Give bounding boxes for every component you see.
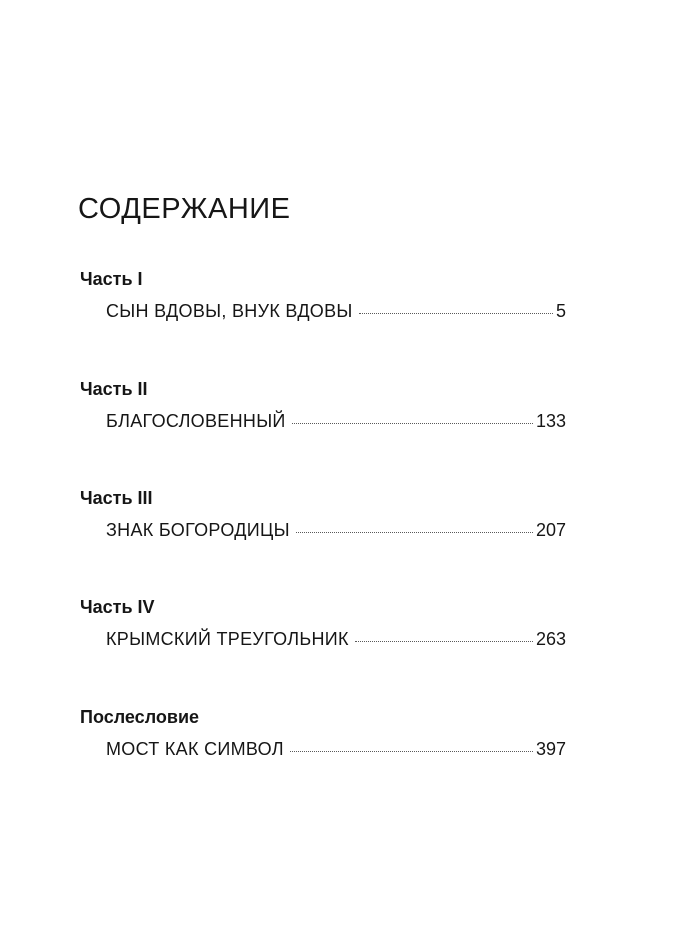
- toc-entry-title: МОСТ КАК СИМВОЛ: [106, 739, 284, 759]
- toc-entry-title: СЫН ВДОВЫ, ВНУК ВДОВЫ: [106, 301, 353, 321]
- toc-section: [80, 596, 566, 649]
- section-heading: Часть I: [80, 269, 143, 289]
- toc-section: [80, 487, 566, 540]
- toc-page-number: 207: [535, 520, 566, 540]
- dot-leader: [290, 750, 533, 752]
- toc-section: [80, 268, 566, 321]
- section-heading: Часть II: [80, 379, 148, 399]
- toc-entry-title: КРЫМСКИЙ ТРЕУГОЛЬНИК: [106, 629, 349, 649]
- toc-page-number: 133: [535, 411, 566, 431]
- toc-page-number: 5: [555, 301, 566, 321]
- toc-section: [80, 378, 566, 431]
- toc-entry[interactable]: [106, 738, 566, 760]
- toc-entry-title: БЛАГОСЛОВЕННЫЙ: [106, 411, 286, 431]
- page-title: СОДЕРЖАНИЕ: [78, 193, 291, 225]
- dot-leader: [355, 640, 533, 642]
- toc-page-number: 397: [535, 739, 566, 759]
- section-heading: Послесловие: [80, 707, 200, 727]
- toc-section: [80, 706, 566, 759]
- section-heading: Часть IV: [80, 597, 155, 617]
- toc-entry[interactable]: [106, 300, 566, 322]
- toc-page-number: 263: [535, 629, 566, 649]
- toc-entry[interactable]: [106, 410, 566, 432]
- dot-leader: [292, 422, 533, 424]
- toc-entry[interactable]: [106, 519, 566, 541]
- toc-entry-title: ЗНАК БОГОРОДИЦЫ: [106, 520, 290, 540]
- section-heading: Часть III: [80, 488, 153, 508]
- toc-entry[interactable]: [106, 628, 566, 650]
- dot-leader: [359, 312, 553, 314]
- dot-leader: [296, 531, 533, 533]
